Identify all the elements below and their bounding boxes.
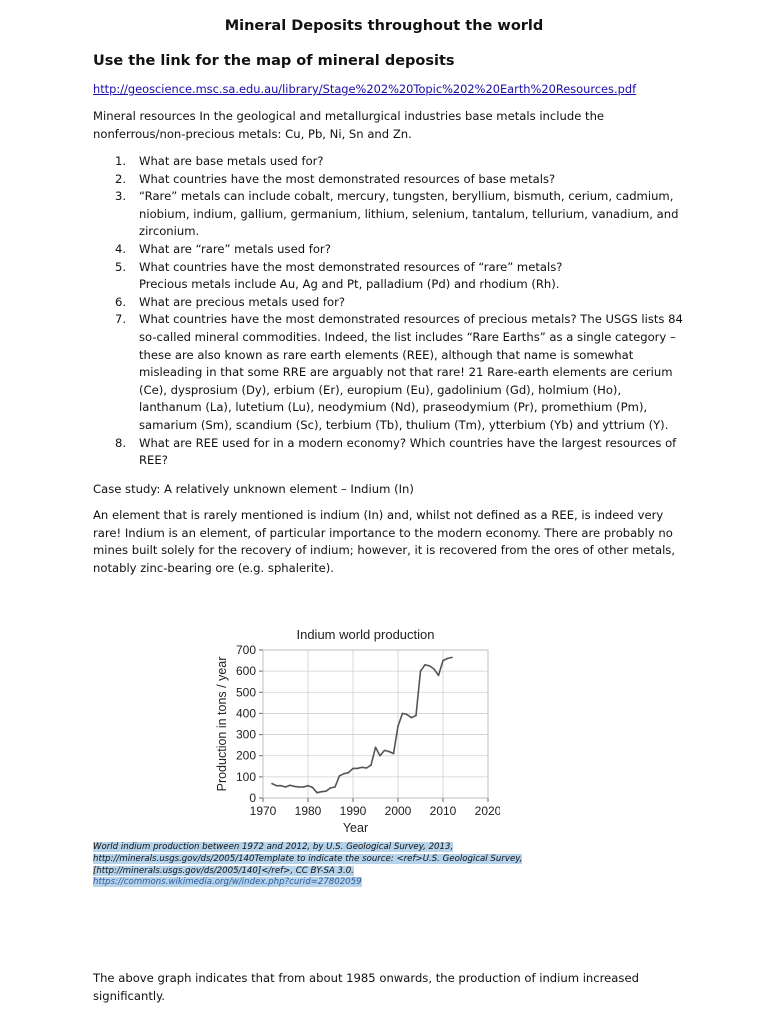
y-tick-label: 200: [235, 748, 256, 763]
document-subtitle: Use the link for the map of mineral deposits: [93, 53, 455, 69]
caption-line-3: [http://minerals.usgs.gov/ds/2005/140]</ref>, CC BY-SA 3.0.: [93, 865, 354, 876]
data-point: [330, 787, 332, 789]
data-point: [357, 768, 359, 770]
data-point: [406, 714, 408, 716]
data-point: [433, 668, 435, 670]
data-point: [438, 675, 440, 677]
question-number: 3.: [115, 189, 127, 204]
data-point: [303, 786, 305, 788]
case-study-body: An element that is rarely mentioned is indium (In) and, whilst not defined as a REE, is indeed very rare! Indium is an element, of particular importance to the modern economy. There are probably no mines built solely for the recovery of indium; however, it is recovered from the ores of other metals, notably zinc-bearing ore (e.g. sphalerite).: [93, 508, 676, 575]
data-point: [411, 717, 413, 719]
question-number: 5.: [115, 259, 127, 274]
data-point: [415, 715, 417, 717]
y-tick-label: 300: [235, 727, 256, 742]
data-point: [366, 767, 368, 769]
data-point: [285, 786, 287, 788]
data-point: [420, 670, 422, 672]
question-item: [93, 435, 683, 470]
data-point: [334, 786, 336, 788]
data-point: [348, 772, 350, 774]
question-number: 8.: [115, 435, 127, 450]
caption-line-1: World indium production between 1972 and 2012, by U.S. Geological Survey, 2013,: [93, 842, 454, 852]
data-point: [388, 751, 390, 753]
data-point: [397, 725, 399, 727]
question-extra-text: Precious metals include Au, Ag and Pt, palladium (Pd) and rhodium (Rh).: [139, 277, 560, 292]
intro-paragraph: Mineral resources In the geological and metallurgical industries base metals include the nonferrous/non-precious metals: Cu, Pb, Ni, Sn and Zn.: [93, 109, 605, 141]
case-study-heading: Case study: A relatively unknown element – Indium (In): [93, 482, 414, 496]
data-point: [384, 750, 386, 752]
question-item: [93, 188, 683, 241]
data-point: [352, 768, 354, 770]
y-tick-label: 0: [249, 791, 256, 805]
data-point: [294, 786, 296, 788]
data-point: [393, 753, 395, 755]
x-tick-label: 2020: [474, 804, 500, 818]
data-point: [370, 764, 372, 766]
question-text: What countries have the most demonstrated resources of “rare” metals?: [139, 259, 563, 274]
data-point: [424, 664, 426, 666]
question-text: What are “rare” metals used for?: [139, 241, 331, 256]
y-tick-label: 600: [235, 664, 256, 679]
x-tick-label: 2000: [384, 804, 412, 818]
data-point: [339, 775, 341, 777]
final-paragraph: The above graph indicates that from about 1985 onwards, the production of indium increased significantly.: [93, 971, 639, 1003]
data-point: [379, 755, 381, 757]
data-point: [451, 657, 453, 659]
data-point: [442, 660, 444, 662]
data-point: [343, 773, 345, 775]
data-point: [312, 787, 314, 789]
indium-chart: [200, 620, 500, 840]
x-tick-label: 2010: [429, 804, 457, 818]
question-text: What countries have the most demonstrated resources of precious metals? The USGS lists 84 so-called mineral commodities. Indeed, the list includes “Rare Earths” as a single category – these are also known as rare earth elements (REE), although that name is somewhat misleading in that some RRE are arguably not that rare! 21 Rare-earth elements are cerium (Ce), dysprosium (Dy), erbium (Er), europium (Eu), gadolinium (Gd), holmium (Ho), lanthanum (La), lutetium (Lu), neodymium (Nd), praseodymium (Pr), promethium (Pm), samarium (Sm), scandium (Sc), terbium (Tb), thulium (Tm), ytterbium (Yb) and yttrium (Y).: [139, 312, 683, 432]
resource-link[interactable]: http://geoscience.msc.sa.edu.au/library/Stage%202%20Topic%202%20Earth%20Resources.pdf: [93, 82, 637, 96]
y-tick-label: 500: [235, 685, 256, 700]
question-number: 6.: [115, 294, 127, 309]
question-item: [93, 259, 683, 294]
question-text: What countries have the most demonstrated resources of base metals?: [139, 171, 556, 186]
x-tick-label: 1980: [294, 804, 322, 818]
question-text: “Rare” metals can include cobalt, mercury, tungsten, beryllium, bismuth, cerium, cadmium, niobium, indium, gallium, germanium, lithium, selenium, tantalum, tellurium, vanadium, and zirconium.: [139, 189, 679, 239]
data-point: [375, 747, 377, 749]
question-number: 2.: [115, 171, 127, 186]
question-item: [93, 171, 683, 189]
question-text: What are base metals used for?: [139, 154, 324, 168]
question-text: What are REE used for in a modern economy? Which countries have the largest resources of REE?: [139, 435, 677, 468]
data-point: [325, 790, 327, 792]
question-number: 4.: [115, 241, 127, 256]
question-item: [93, 311, 683, 434]
data-point: [447, 658, 449, 660]
chart-caption: [93, 842, 563, 889]
question-item: [93, 241, 683, 259]
data-point: [316, 792, 318, 794]
caption-url[interactable]: https://commons.wikimedia.org/w/index.php?curid=27802059: [93, 877, 362, 888]
series-line: [272, 657, 452, 792]
data-point: [271, 783, 273, 785]
question-item: [93, 294, 683, 312]
question-number: 1.: [115, 154, 127, 168]
data-point: [276, 785, 278, 787]
y-axis-label: Production in tons / year: [215, 656, 229, 792]
plot-frame: [263, 650, 488, 798]
question-list: [93, 153, 683, 470]
x-axis-label: Year: [342, 821, 369, 835]
caption-line-2: http://minerals.usgs.gov/ds/2005/140Template to indicate the source: <ref>U.S. Geological Survey,: [93, 853, 523, 864]
data-point: [289, 785, 291, 787]
data-point: [307, 785, 309, 787]
question-item: [93, 153, 683, 171]
y-tick-label: 100: [235, 769, 256, 784]
data-point: [361, 767, 363, 769]
data-point: [402, 713, 404, 715]
question-number: 7.: [115, 312, 127, 327]
chart-title: Indium world production: [296, 627, 435, 642]
question-text: What are precious metals used for?: [139, 294, 346, 309]
y-tick-label: 400: [235, 706, 256, 721]
data-point: [280, 785, 282, 787]
data-point: [321, 791, 323, 793]
document-title: Mineral Deposits throughout the world: [224, 18, 544, 34]
data-point: [298, 786, 300, 788]
x-tick-label: 1970: [249, 804, 277, 818]
chart-svg: [200, 620, 500, 840]
y-tick-label: 700: [235, 643, 256, 657]
x-tick-label: 1990: [339, 804, 367, 818]
data-point: [429, 665, 431, 667]
